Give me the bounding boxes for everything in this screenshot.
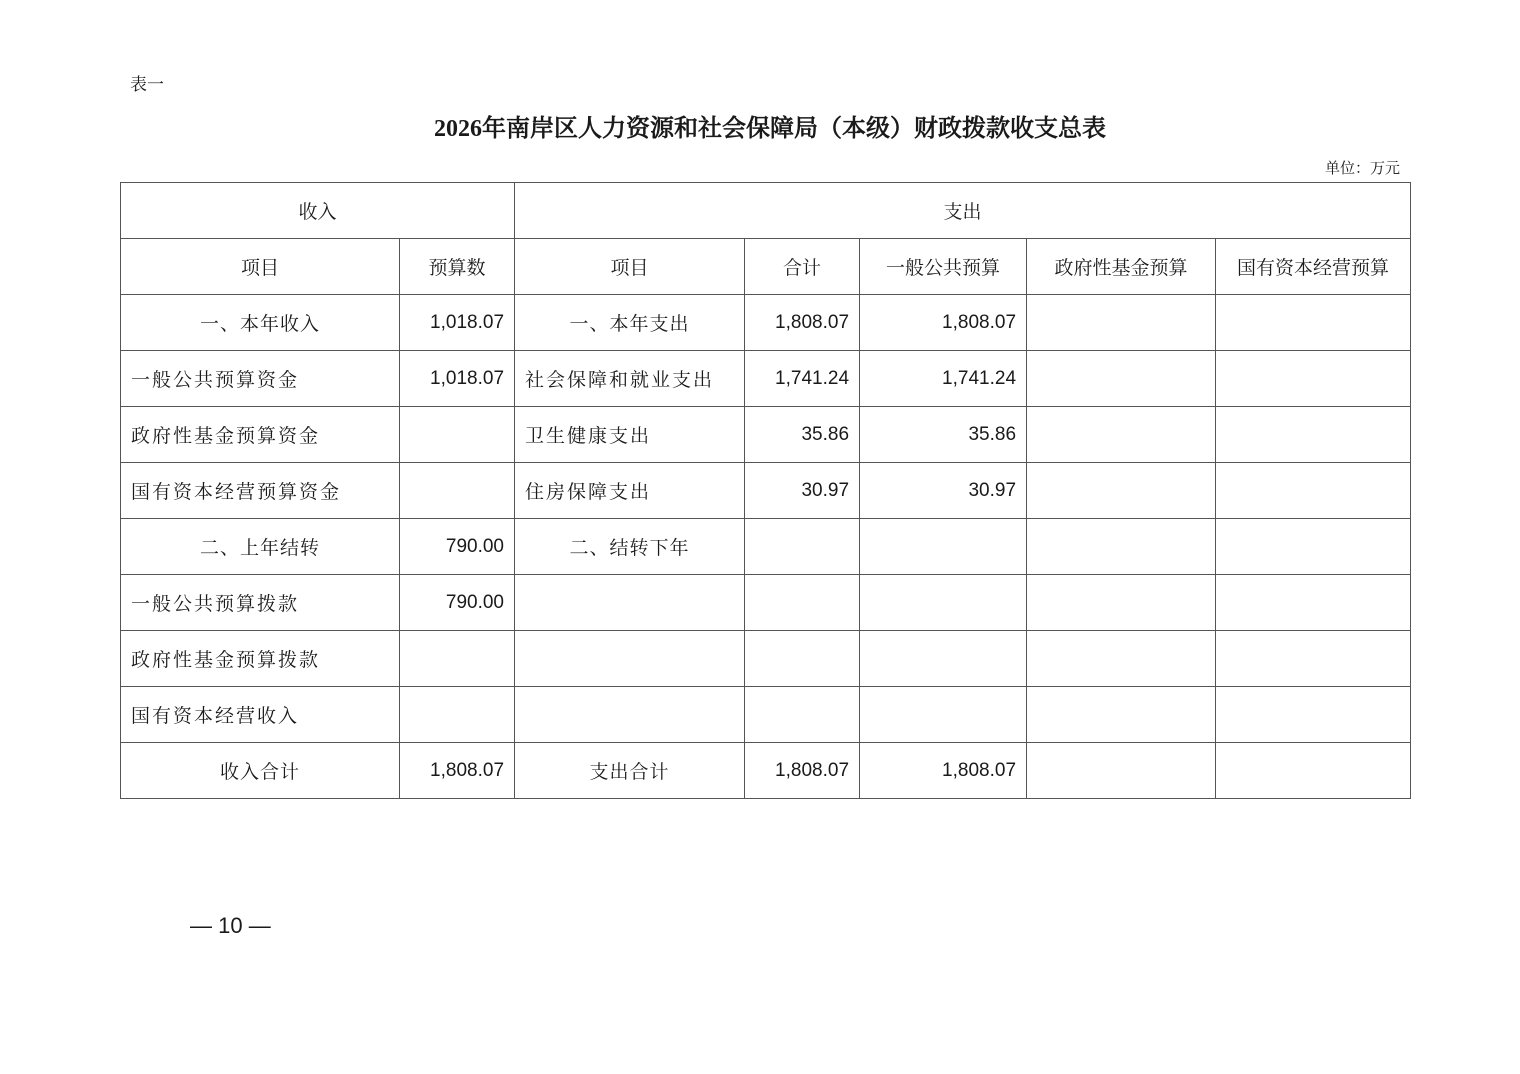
table-row [121,463,1411,519]
expense-item-header: 项目 [515,239,745,295]
total-value: 35.86 [745,407,860,463]
income-item: 国有资本经营收入 [121,687,400,743]
general-public-value: 1,808.07 [860,743,1027,799]
general-public-value: 30.97 [860,463,1027,519]
income-value [400,407,515,463]
total-value [745,575,860,631]
state-capital-value [1216,295,1411,351]
general-public-value: 1,741.24 [860,351,1027,407]
state-capital-value [1216,575,1411,631]
unit-label: 单位：万元 [1324,159,1400,177]
budget-table [120,182,1411,799]
total-value: 1,808.07 [745,295,860,351]
income-value: 1,018.07 [400,295,515,351]
total-value: 1,808.07 [745,743,860,799]
income-item: 一、本年收入 [121,295,400,351]
table-header-row-top [121,183,1411,239]
income-item: 二、上年结转 [121,519,400,575]
total-value: 30.97 [745,463,860,519]
table-total-row [121,743,1411,799]
state-capital-value [1216,743,1411,799]
expense-header: 支出 [515,183,1411,239]
total-value [745,519,860,575]
state-capital-value [1216,351,1411,407]
table-row [121,295,1411,351]
income-total-value: 1,808.07 [400,743,515,799]
state-capital-value [1216,463,1411,519]
expense-item: 社会保障和就业支出 [515,351,745,407]
gov-fund-header: 政府性基金预算 [1027,239,1216,295]
gov-fund-value [1027,407,1216,463]
gov-fund-value [1027,631,1216,687]
income-value [400,463,515,519]
general-public-value [860,631,1027,687]
income-value [400,631,515,687]
general-public-value: 1,808.07 [860,295,1027,351]
total-value: 1,741.24 [745,351,860,407]
expense-item [515,631,745,687]
general-public-value [860,575,1027,631]
page-title: 2026年南岸区人力资源和社会保障局（本级）财政拨款收支总表 [434,116,1106,142]
gov-fund-value [1027,519,1216,575]
income-item-header: 项目 [121,239,400,295]
table-row [121,631,1411,687]
income-item: 政府性基金预算资金 [121,407,400,463]
gov-fund-value [1027,687,1216,743]
table-row [121,687,1411,743]
expense-total-label: 支出合计 [515,743,745,799]
total-header: 合计 [745,239,860,295]
table-header-row [121,239,1411,295]
income-value: 1,018.07 [400,351,515,407]
gov-fund-value [1027,351,1216,407]
general-public-value: 35.86 [860,407,1027,463]
income-item: 一般公共预算拨款 [121,575,400,631]
general-public-value [860,687,1027,743]
state-capital-value [1216,687,1411,743]
total-value [745,687,860,743]
state-capital-value [1216,631,1411,687]
expense-item: 住房保障支出 [515,463,745,519]
general-public-header: 一般公共预算 [860,239,1027,295]
table-label: 表一 [130,75,164,95]
gov-fund-value [1027,743,1216,799]
income-item: 一般公共预算资金 [121,351,400,407]
income-value [400,687,515,743]
expense-item: 二、结转下年 [515,519,745,575]
table-row [121,519,1411,575]
expense-item [515,575,745,631]
general-public-value [860,519,1027,575]
gov-fund-value [1027,463,1216,519]
state-capital-header: 国有资本经营预算 [1216,239,1411,295]
income-value: 790.00 [400,519,515,575]
expense-item: 卫生健康支出 [515,407,745,463]
page-number: — 10 — [190,913,271,938]
expense-item: 一、本年支出 [515,295,745,351]
state-capital-value [1216,519,1411,575]
table-row [121,351,1411,407]
income-item: 国有资本经营预算资金 [121,463,400,519]
table-row [121,575,1411,631]
state-capital-value [1216,407,1411,463]
table-row [121,407,1411,463]
expense-item [515,687,745,743]
gov-fund-value [1027,295,1216,351]
income-value: 790.00 [400,575,515,631]
total-value [745,631,860,687]
income-total-label: 收入合计 [121,743,400,799]
income-header: 收入 [121,183,515,239]
income-budget-header: 预算数 [400,239,515,295]
income-item: 政府性基金预算拨款 [121,631,400,687]
gov-fund-value [1027,575,1216,631]
